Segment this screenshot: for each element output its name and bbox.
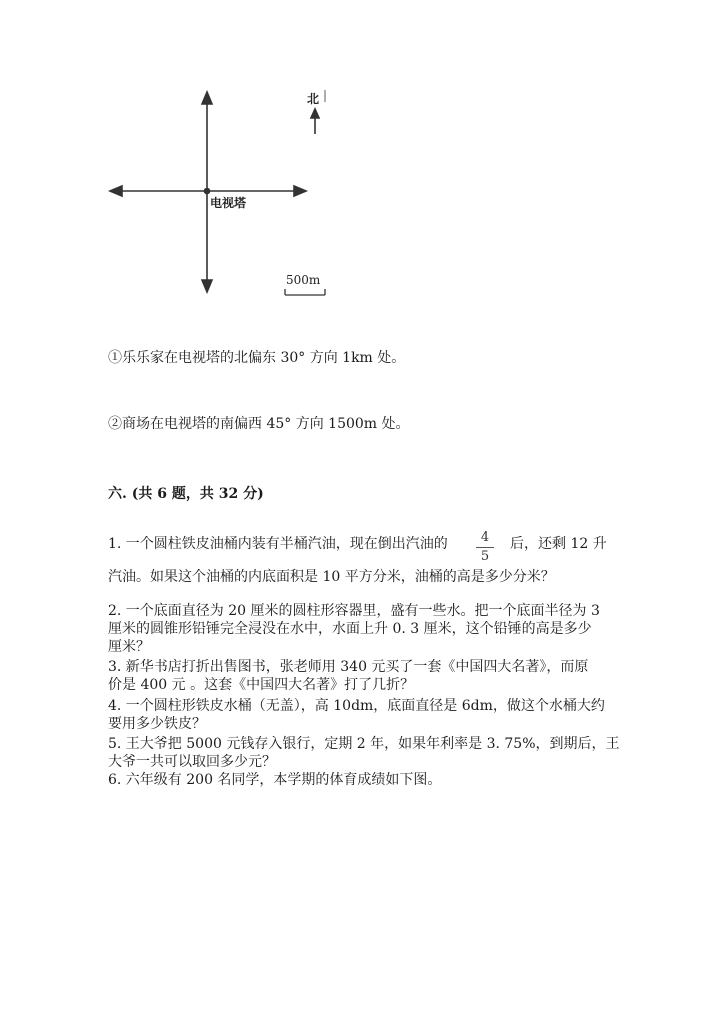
tower-label: 电视塔 <box>210 196 247 210</box>
question-line: 厘米？ <box>108 639 150 655</box>
question-line: 6. 六年级有 200 名同学，本学期的体育成绩如下图。 <box>108 772 442 788</box>
section-title: 六. (共 6 题，共 32 分) <box>108 486 264 502</box>
question-line: 厘米的圆锥形铅锤完全浸没在水中，水面上升 0. 3 厘米，这个铅锤的高是多少 <box>108 621 592 637</box>
question-line: 3. 新华书店打折出售图书，张老师用 340 元买了一套《中国四大名著》，而原 <box>108 659 589 675</box>
question-line: 要用多少铁皮？ <box>108 716 206 732</box>
location-statement-2: ②商场在电视塔的南偏西 45° 方向 1500m 处。 <box>108 416 410 432</box>
question-line: 5. 王大爷把 5000 元钱存入银行，定期 2 年，如果年利率是 3. 75%，到期后，王 <box>108 736 620 752</box>
north-arrow-icon <box>311 109 319 118</box>
fraction-denominator: 5 <box>480 549 490 564</box>
direction-diagram <box>100 80 360 310</box>
question-1-part1: 1. 一个圆柱铁皮油桶内装有半桶汽油，现在倒出汽油的 <box>108 536 448 552</box>
location-statement-1: ①乐乐家在电视塔的北偏东 30° 方向 1km 处。 <box>108 350 406 366</box>
tower-point <box>205 189 210 194</box>
left-arrowhead <box>110 186 122 196</box>
scale-label: 500m <box>286 273 321 287</box>
question-line: 4. 一个圆柱形铁皮水桶（无盖），高 10dm，底面直径是 6dm，做这个水桶大约 <box>108 698 605 714</box>
right-arrowhead <box>294 186 306 196</box>
question-1-part2: 后，还剩 12 升 <box>510 536 607 552</box>
fraction-four-fifths <box>476 530 494 565</box>
up-arrowhead <box>202 92 212 104</box>
fraction-numerator: 4 <box>476 530 494 548</box>
down-arrowhead <box>202 280 212 292</box>
question-line: 价是 400 元 。这套《中国四大名著》打了几折？ <box>108 677 415 693</box>
north-label: 北 <box>307 92 320 106</box>
question-1-line2: 汽油。如果这个油桶的内底面积是 10 平方分米，油桶的高是多少分米？ <box>108 569 555 585</box>
question-line: 大爷一共可以取回多少元？ <box>108 754 276 770</box>
question-line: 2. 一个底面直径为 20 厘米的圆柱形容器里，盛有一些水。把一个底面半径为 3 <box>108 603 600 619</box>
